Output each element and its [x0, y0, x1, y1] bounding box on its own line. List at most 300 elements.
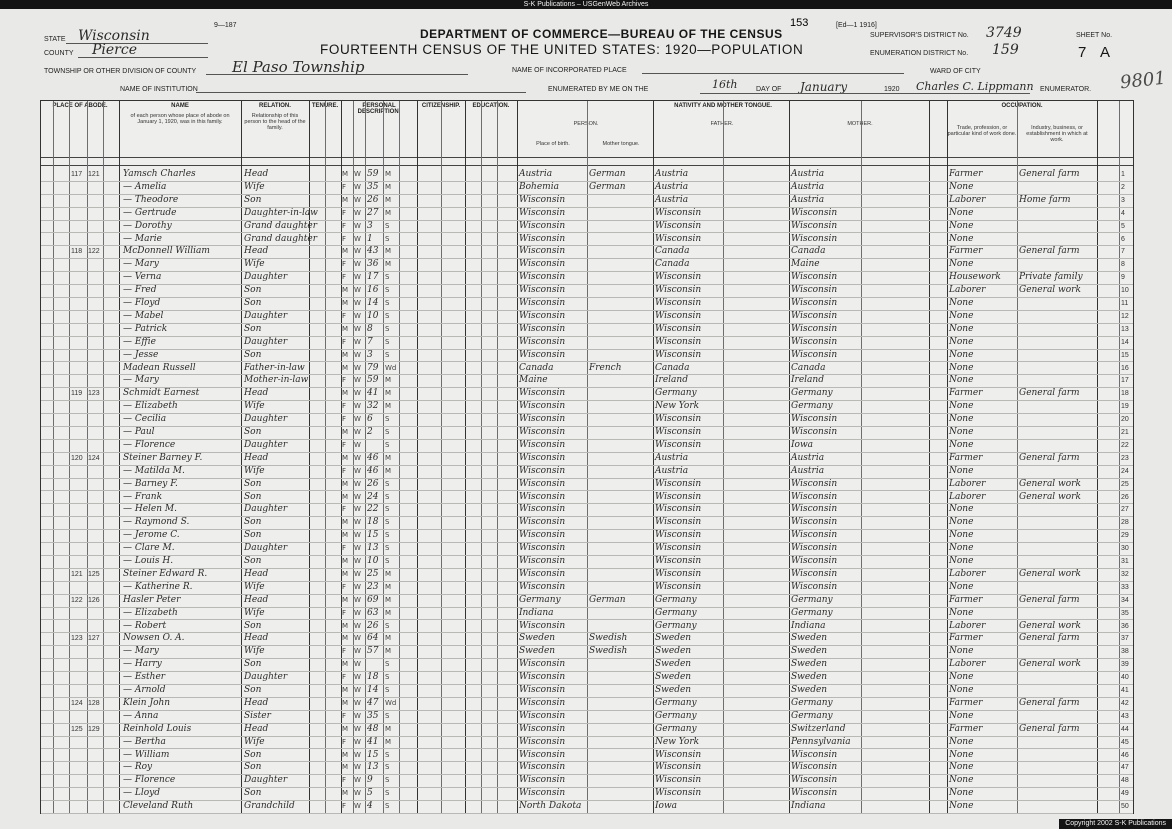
industry-cell: [1019, 787, 1097, 800]
occupation-cell: None: [949, 207, 974, 218]
marital-status-cell: M: [385, 376, 392, 385]
sex-cell: F: [342, 234, 347, 243]
place-birth-header: Place of birth.: [536, 141, 570, 147]
line-number-cell: 49: [1121, 790, 1129, 798]
person-name-cell: — Fred: [123, 285, 157, 296]
marital-status-cell: S: [385, 544, 390, 553]
table-row: [41, 478, 1133, 492]
enumerator-value: Charles C. Lippmann: [916, 80, 1034, 93]
family-number-cell: [88, 581, 104, 594]
race-cell: W: [354, 698, 361, 707]
line-number-cell: 14: [1121, 338, 1129, 346]
dwelling-number-cell: [71, 516, 88, 529]
relationship-cell: Wife: [244, 646, 265, 657]
table-row: [41, 503, 1133, 517]
race-cell: W: [354, 686, 361, 694]
occupation-cell: Laborer: [949, 620, 986, 631]
occupation-cell: Farmer: [949, 633, 983, 644]
table-row: [41, 194, 1133, 208]
father-birthplace-cell: New York: [655, 736, 700, 747]
relationship-cell: Son: [244, 788, 262, 799]
father-birthplace-cell: Austria: [655, 452, 689, 463]
race-cell: W: [354, 415, 361, 424]
relationship-cell: Daughter: [244, 439, 288, 450]
marital-status-cell: S: [385, 337, 390, 346]
family-number-cell: [88, 542, 104, 555]
sex-cell: F: [342, 466, 347, 475]
occupation-cell: Farmer: [949, 169, 983, 179]
township-label: TOWNSHIP OR OTHER DIVISION OF COUNTY: [44, 68, 197, 75]
table-row: [41, 736, 1133, 750]
birthplace-cell: Wisconsin: [519, 736, 566, 747]
industry-cell: [1019, 220, 1097, 233]
marital-status-cell: S: [385, 763, 390, 772]
sex-cell: M: [342, 324, 349, 333]
line-number-cell: 19: [1121, 403, 1129, 411]
mother-birthplace-cell: Germany: [791, 401, 833, 412]
birthplace-cell: Wisconsin: [519, 581, 566, 592]
dwelling-number-cell: 118: [71, 248, 83, 256]
marital-status-cell: S: [385, 286, 390, 295]
industry-cell: [1019, 645, 1097, 658]
occupation-cell: None: [949, 607, 974, 618]
person-name-cell: — Matilda M.: [123, 465, 185, 476]
mother-tongue-cell: [589, 542, 653, 555]
mother-tongue-header: Mother tongue.: [602, 141, 640, 147]
industry-cell: General work: [1019, 659, 1081, 670]
birthplace-cell: Wisconsin: [519, 401, 566, 412]
mother-birthplace-cell: Sweden: [791, 685, 828, 695]
birthplace-cell: Wisconsin: [519, 788, 566, 799]
father-birthplace-cell: Wisconsin: [655, 427, 702, 437]
line-number-cell: 3: [1121, 196, 1125, 204]
table-row: [41, 620, 1133, 634]
mother-birthplace-cell: Wisconsin: [791, 775, 838, 786]
occupation-cell: None: [949, 465, 974, 476]
sex-cell: F: [342, 582, 347, 591]
mother-tongue-cell: [589, 400, 653, 413]
mother-birthplace-cell: Wisconsin: [791, 581, 838, 592]
supervisor-label: SUPERVISOR'S DISTRICT No.: [870, 32, 969, 39]
marital-status-cell: S: [385, 776, 390, 785]
marital-status-cell: S: [385, 518, 390, 527]
family-number-cell: 127: [88, 635, 100, 643]
age-cell: 35: [367, 181, 379, 192]
industry-cell: General farm: [1019, 452, 1080, 463]
marital-status-cell: S: [385, 557, 390, 565]
father-birthplace-cell: Wisconsin: [655, 323, 702, 334]
mother-tongue-cell: [589, 284, 653, 297]
sex-cell: M: [342, 595, 349, 604]
birthplace-cell: Wisconsin: [519, 504, 566, 515]
relationship-cell: Wife: [244, 401, 265, 412]
age-cell: 43: [367, 246, 379, 257]
age-cell: 23: [367, 581, 379, 592]
dwelling-number-cell: [71, 736, 88, 749]
table-row: [41, 452, 1133, 466]
mother-birthplace-cell: Iowa: [791, 439, 814, 450]
mother-birthplace-cell: Pennsylvania: [791, 736, 851, 747]
birthplace-cell: Bohemia: [519, 181, 559, 192]
dwelling-number-cell: [71, 310, 88, 323]
line-number-cell: 7: [1121, 248, 1125, 256]
industry-cell: [1019, 362, 1097, 375]
age-cell: 14: [367, 685, 379, 695]
marital-status-cell: M: [385, 595, 392, 604]
birthplace-cell: Wisconsin: [519, 388, 566, 399]
mother-birthplace-cell: Wisconsin: [791, 568, 838, 579]
sex-cell: M: [342, 299, 349, 307]
marital-status-cell: S: [385, 479, 390, 488]
table-row: [41, 426, 1133, 440]
birthplace-cell: Wisconsin: [519, 517, 566, 528]
dwelling-number-cell: [71, 749, 88, 762]
birthplace-cell: Wisconsin: [519, 568, 566, 579]
birthplace-cell: Wisconsin: [519, 556, 566, 566]
dwelling-number-cell: 125: [71, 725, 83, 733]
race-cell: W: [354, 428, 361, 436]
occupation-cell: None: [949, 298, 974, 308]
person-name-cell: — Mary: [123, 259, 159, 270]
mother-birthplace-cell: Canada: [791, 246, 826, 257]
person-name-cell: — Elizabeth: [123, 607, 178, 618]
family-number-cell: [88, 362, 104, 375]
birthplace-cell: Wisconsin: [519, 414, 566, 425]
race-cell: W: [354, 660, 361, 669]
occupation-cell: None: [949, 672, 974, 683]
occupation-cell: None: [949, 801, 974, 812]
mother-birthplace-cell: Sweden: [791, 633, 828, 644]
industry-cell: [1019, 310, 1097, 323]
state-label: STATE: [44, 36, 66, 43]
mother-birthplace-cell: Wisconsin: [791, 517, 838, 528]
father-birthplace-cell: Wisconsin: [655, 762, 702, 773]
mother-tongue-cell: [589, 503, 653, 516]
table-row: [41, 555, 1133, 569]
table-row: [41, 774, 1133, 788]
age-cell: 57: [367, 646, 379, 657]
line-number-cell: 11: [1121, 300, 1129, 307]
table-row: [41, 749, 1133, 763]
marital-status-cell: S: [385, 686, 390, 694]
relationship-cell: Daughter: [244, 272, 288, 283]
table-row: [41, 465, 1133, 479]
mother-tongue-cell: [589, 555, 653, 568]
race-cell: W: [354, 221, 361, 230]
age-cell: 35: [367, 710, 379, 721]
relationship-cell: Son: [244, 749, 262, 760]
dwelling-number-cell: [71, 658, 88, 671]
family-number-cell: [88, 749, 104, 762]
person-subheader: PERSON.: [573, 121, 599, 127]
mother-birthplace-cell: Wisconsin: [791, 220, 838, 231]
occupation-cell: Laborer: [949, 478, 986, 489]
mother-birthplace-cell: Wisconsin: [791, 556, 838, 566]
table-row: [41, 529, 1133, 543]
age-cell: 26: [367, 478, 379, 489]
relationship-cell: Son: [244, 659, 262, 670]
sheet-value: 7: [1078, 44, 1087, 61]
table-row: [41, 684, 1133, 698]
family-number-cell: [88, 736, 104, 749]
person-name-cell: Cleveland Ruth: [123, 801, 194, 812]
mother-tongue-cell: [589, 465, 653, 478]
mother-birthplace-cell: Wisconsin: [791, 762, 838, 773]
mother-tongue-cell: Swedish: [589, 646, 628, 657]
person-name-cell: — Katherine R.: [123, 581, 193, 592]
birthplace-cell: Wisconsin: [519, 685, 566, 695]
father-birthplace-cell: Sweden: [655, 672, 692, 683]
mother-tongue-cell: [589, 452, 653, 465]
father-birthplace-cell: Wisconsin: [655, 207, 702, 218]
line-number-cell: 10: [1121, 287, 1129, 295]
relationship-cell: Head: [244, 633, 269, 644]
family-number-cell: [88, 607, 104, 620]
enumerator-line: [700, 93, 1030, 94]
father-birthplace-cell: Wisconsin: [655, 556, 702, 566]
group-tenure: TENURE.: [311, 103, 339, 109]
marital-status-cell: S: [385, 750, 390, 759]
line-number-cell: 9: [1121, 274, 1125, 282]
relationship-cell: Head: [244, 169, 269, 179]
age-cell: 46: [367, 465, 379, 476]
institution-label: NAME OF INSTITUTION: [120, 86, 198, 93]
family-number-cell: [88, 529, 104, 542]
relationship-cell: Daughter: [244, 775, 288, 786]
mother-tongue-cell: [589, 723, 653, 736]
race-cell: W: [354, 299, 361, 307]
birthplace-cell: Wisconsin: [519, 762, 566, 773]
mother-tongue-cell: [589, 607, 653, 620]
sex-cell: F: [342, 311, 347, 320]
sex-cell: F: [342, 737, 347, 746]
marital-status-cell: M: [385, 647, 392, 656]
mother-birthplace-cell: Wisconsin: [791, 504, 838, 515]
age-cell: 17: [367, 272, 379, 283]
table-row: [41, 310, 1133, 324]
birthplace-cell: Wisconsin: [519, 323, 566, 334]
occupation-cell: None: [949, 349, 974, 360]
birthplace-cell: Wisconsin: [519, 672, 566, 683]
person-name-cell: Nowsen O. A.: [123, 633, 185, 644]
family-number-cell: [88, 336, 104, 349]
person-name-cell: Schmidt Earnest: [123, 388, 200, 399]
industry-cell: General work: [1019, 620, 1081, 631]
sex-cell: M: [342, 698, 349, 707]
table-row: [41, 271, 1133, 285]
age-cell: 79: [367, 362, 379, 373]
relationship-cell: Daughter: [244, 336, 288, 347]
relationship-cell: Son: [244, 556, 262, 566]
mother-tongue-cell: [589, 336, 653, 349]
person-name-cell: — Paul: [123, 427, 155, 437]
line-number-cell: 5: [1121, 222, 1125, 230]
table-row: [41, 387, 1133, 401]
industry-cell: General farm: [1019, 723, 1080, 734]
birthplace-cell: North Dakota: [519, 801, 582, 812]
day-of-label: DAY OF: [756, 86, 782, 93]
dwelling-number-cell: [71, 323, 88, 336]
birthplace-cell: Wisconsin: [519, 285, 566, 296]
line-number-cell: 15: [1121, 351, 1129, 359]
person-name-cell: — Jesse: [123, 349, 159, 360]
state-value: Wisconsin: [78, 28, 150, 44]
enumerated-day: 16th: [712, 78, 738, 91]
person-name-cell: — William: [123, 749, 170, 760]
occupation-cell: None: [949, 181, 974, 192]
mother-tongue-cell: [589, 220, 653, 233]
father-birthplace-cell: Wisconsin: [655, 504, 702, 515]
dwelling-number-cell: [71, 465, 88, 478]
industry-cell: Private family: [1019, 272, 1083, 283]
table-row: [41, 413, 1133, 427]
father-birthplace-cell: Germany: [655, 388, 697, 399]
sex-cell: M: [342, 557, 349, 565]
family-number-cell: [88, 787, 104, 800]
occupation-cell: None: [949, 439, 974, 450]
dwelling-number-cell: [71, 258, 88, 271]
line-number-cell: 48: [1121, 777, 1129, 785]
mother-tongue-cell: [589, 658, 653, 671]
industry-cell: [1019, 207, 1097, 220]
family-number-cell: 122: [88, 248, 100, 256]
father-birthplace-cell: Austria: [655, 181, 689, 192]
table-row: [41, 284, 1133, 298]
family-number-cell: [88, 800, 104, 813]
table-row: [41, 723, 1133, 737]
race-cell: W: [354, 789, 361, 798]
place-label: NAME OF INCORPORATED PLACE: [512, 67, 627, 74]
dwelling-number-cell: [71, 194, 88, 207]
occupation-cell: Farmer: [949, 388, 983, 399]
birthplace-cell: Wisconsin: [519, 452, 566, 463]
mother-tongue-cell: [589, 207, 653, 220]
father-birthplace-cell: Sweden: [655, 633, 692, 644]
table-row: [41, 181, 1133, 195]
age-cell: 22: [367, 504, 379, 515]
relationship-cell: Grand daughter: [244, 220, 318, 231]
relationship-cell: Son: [244, 530, 262, 541]
father-birthplace-cell: Wisconsin: [655, 568, 702, 579]
occupation-cell: None: [949, 310, 974, 321]
birthplace-cell: Wisconsin: [519, 659, 566, 670]
line-number-cell: 12: [1121, 312, 1129, 320]
mother-birthplace-cell: Sweden: [791, 659, 828, 670]
race-cell: W: [354, 595, 361, 604]
industry-cell: [1019, 684, 1097, 697]
father-birthplace-cell: Sweden: [655, 685, 692, 695]
ed-label: ENUMERATION DISTRICT No.: [870, 50, 969, 57]
person-name-cell: — Floyd: [123, 298, 161, 308]
sex-cell: M: [342, 518, 349, 527]
sex-cell: M: [342, 686, 349, 694]
marital-status-cell: S: [385, 234, 390, 243]
table-row: [41, 516, 1133, 530]
dwelling-number-cell: [71, 207, 88, 220]
mother-tongue-cell: [589, 194, 653, 207]
sex-cell: F: [342, 544, 347, 553]
dwelling-number-cell: [71, 297, 88, 310]
occupation-cell: Laborer: [949, 194, 986, 205]
mother-tongue-cell: [589, 374, 653, 387]
mother-tongue-cell: [589, 478, 653, 491]
mother-birthplace-cell: Wisconsin: [791, 298, 838, 308]
sex-cell: M: [342, 350, 349, 359]
family-number-cell: [88, 620, 104, 633]
industry-cell: Home farm: [1019, 194, 1071, 205]
age-cell: 25: [367, 568, 379, 579]
father-birthplace-cell: Wisconsin: [655, 581, 702, 592]
dwelling-number-cell: 122: [71, 596, 83, 604]
relationship-cell: Head: [244, 697, 269, 708]
person-name-cell: — Florence: [123, 775, 176, 786]
occupation-cell: None: [949, 685, 974, 695]
race-cell: W: [354, 337, 361, 346]
sex-cell: M: [342, 789, 349, 798]
mother-tongue-cell: [589, 671, 653, 684]
sex-cell: M: [342, 492, 349, 501]
race-cell: W: [354, 234, 361, 243]
line-number-cell: 28: [1121, 519, 1129, 527]
line-number-cell: 47: [1121, 764, 1129, 772]
relationship-cell: Grandchild: [244, 801, 295, 812]
county-line: [78, 57, 208, 58]
relationship-cell: Daughter: [244, 414, 288, 425]
sex-cell: F: [342, 273, 347, 282]
marital-status-cell: M: [385, 208, 392, 217]
marital-status-cell: S: [385, 221, 390, 230]
line-number-cell: 37: [1121, 635, 1129, 643]
sex-cell: F: [342, 673, 347, 682]
occupation-cell: None: [949, 401, 974, 412]
mother-tongue-cell: [589, 323, 653, 336]
industry-cell: General farm: [1019, 169, 1080, 179]
township-value: El Paso Township: [232, 58, 365, 76]
sex-cell: F: [342, 221, 347, 230]
sex-cell: M: [342, 724, 349, 733]
line-number-cell: 1: [1121, 171, 1125, 178]
industry-cell: [1019, 761, 1097, 774]
occupation-cell: None: [949, 259, 974, 270]
group-name: NAME: [171, 103, 189, 109]
industry-cell: [1019, 710, 1097, 723]
industry-cell: General farm: [1019, 594, 1080, 605]
age-cell: 13: [367, 762, 379, 773]
marital-status-cell: Wd: [385, 698, 397, 707]
mother-tongue-cell: [589, 697, 653, 710]
mother-birthplace-cell: Sweden: [791, 646, 828, 657]
dwelling-number-cell: [71, 220, 88, 233]
table-row: [41, 220, 1133, 234]
dwelling-number-cell: 120: [71, 454, 83, 462]
dwelling-number-cell: [71, 362, 88, 375]
person-name-cell: — Frank: [123, 491, 163, 502]
race-cell: W: [354, 531, 361, 540]
father-birthplace-cell: Germany: [655, 607, 697, 618]
industry-cell: [1019, 297, 1097, 310]
marital-status-cell: M: [385, 466, 392, 475]
family-number-cell: 121: [88, 171, 100, 178]
mother-birthplace-cell: Wisconsin: [791, 272, 838, 283]
birthplace-cell: Wisconsin: [519, 259, 566, 270]
birthplace-cell: Wisconsin: [519, 349, 566, 360]
line-number-cell: 13: [1121, 325, 1129, 333]
mother-birthplace-cell: Germany: [791, 594, 833, 605]
sex-cell: M: [342, 634, 349, 643]
person-name-cell: — Lloyd: [123, 788, 160, 799]
mother-birthplace-cell: Canada: [791, 362, 826, 373]
line-number-cell: 35: [1121, 609, 1129, 617]
